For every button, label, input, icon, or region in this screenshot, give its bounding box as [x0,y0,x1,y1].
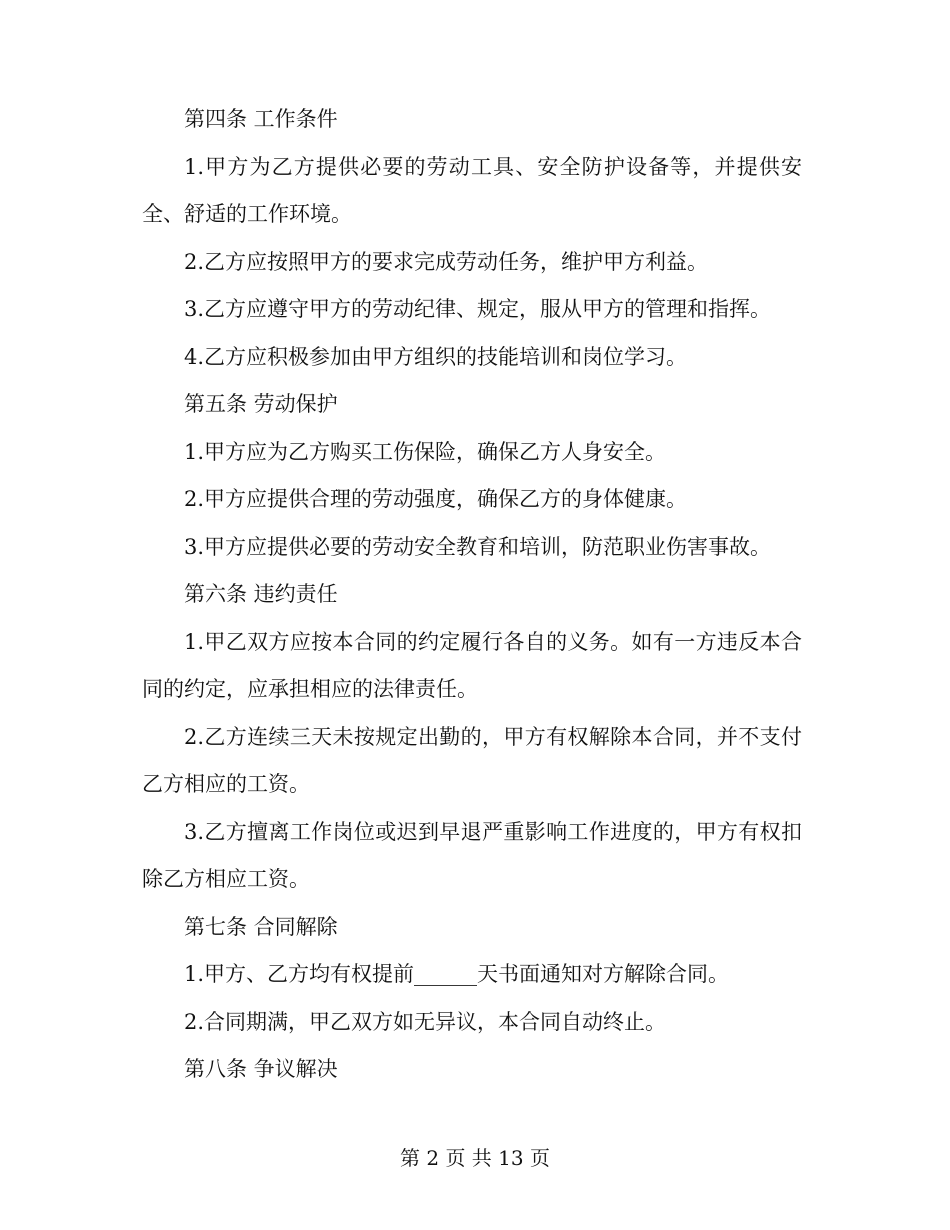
article-4-clause-2: 2.乙方应按照甲方的要求完成劳动任务，维护甲方利益。 [184,249,709,274]
article-4-heading: 第四条 工作条件 [184,107,338,131]
article-7-clause-2: 2.合同期满，甲乙双方如无异议，本合同自动终止。 [184,1009,667,1034]
article-8-heading: 第八条 争议解决 [184,1057,338,1081]
article-6-clause-2: 2.乙方连续三天未按规定出勤的，甲方有权解除本合同，并不支付乙方相应的工资。 [142,724,802,796]
article-6-heading: 第六条 违约责任 [184,582,338,606]
article-4-clause-1: 1.甲方为乙方提供必要的劳动工具、安全防护设备等，并提供安全、舒适的工作环境。 [142,154,802,226]
article-4-clause-3: 3.乙方应遵守甲方的劳动纪律、规定，服从甲方的管理和指挥。 [184,297,772,321]
page-footer: 第 2 页 共 13 页 [400,1146,550,1170]
article-7-heading: 第七条 合同解除 [184,914,338,939]
article-5-clause-2: 2.甲方应提供合理的劳动强度，确保乙方的身体健康。 [184,487,688,511]
document-body [142,96,802,1094]
article-4-clause-4: 4.乙方应积极参加由甲方组织的技能培训和岗位学习。 [184,344,688,369]
article-6-clause-3: 3.乙方擅离工作岗位或迟到早退严重影响工作进度的，甲方有权扣除乙方相应工资。 [142,819,802,891]
article-7-clause-1: 1.甲方、乙方均有权提前______天书面通知对方解除合同。 [184,962,730,986]
article-5-clause-3: 3.甲方应提供必要的劳动安全教育和培训，防范职业伤害事故。 [184,534,772,559]
article-5-heading: 第五条 劳动保护 [184,392,338,416]
article-6-clause-1: 1.甲乙双方应按本合同的约定履行各自的义务。如有一方违反本合同的约定，应承担相应的法律责任。 [142,629,802,701]
article-5-clause-1: 1.甲方应为乙方购买工伤保险，确保乙方人身安全。 [184,439,667,464]
